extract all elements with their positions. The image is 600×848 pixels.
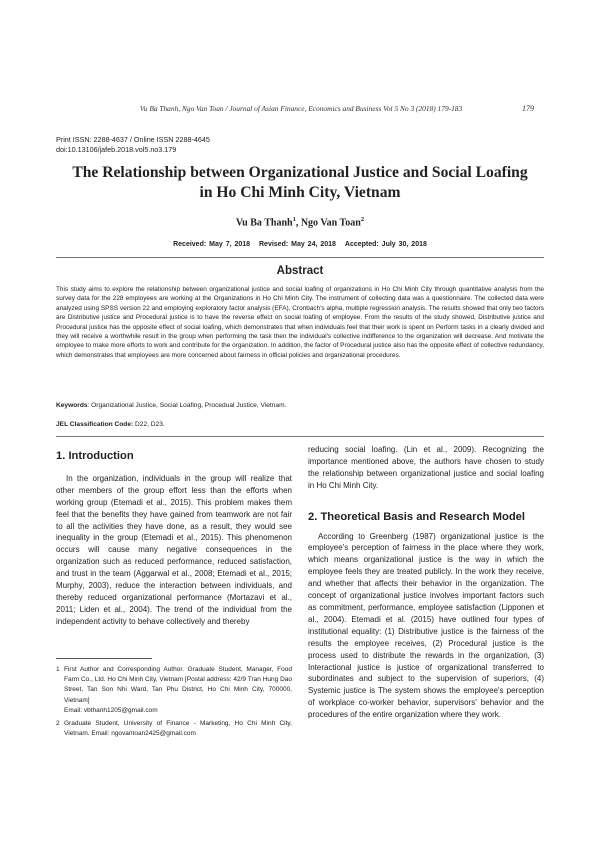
intro-continued-paragraph: reducing social loafing. (Lin et al., 2009). Recognizing the importance mentioned above, the authors have chosen to study the relationship between organizational justice and social loafing in Ho Chi Minh City.	[308, 445, 544, 490]
left-column	[56, 451, 292, 628]
revised-date: Revised: May 24, 2018	[259, 241, 336, 248]
abstract-body: This study aims to explore the relationship between organizational justice and social loafing of organizations in Ho Chi Minh City through quantitative analysis from the survey data for the 228 employees are working at the Organizations in Ho Chi Minh City. The instrument of collecting data was a questionnaire. The collected data were analyzed using SPSS version 22 and employing exploratory factor analysis (EFA), Cronbach's alpha, multiple regression analysis. The results showed that only two factors are Distributive justice and Procedural justice is to have the reverse effect on social loafing of employee. From the results of the study showed, Distributive justice and Procedural justice has the opposite effect of social loafing, which demonstrates that when individuals feel that their work is spent on Perform tasks in a clearly divided and they will receive a worthwhile result in the group when performing the task then the individual's collective indifference to the organization will decrease. And motivate the employee to make more efforts to work and contribute for the organization. In addition, the factor of Procedural justice also has the opposite effect of collective redundancy, which demonstrates that employees are more concerned about fairness in official policies and organizational procedures.	[56, 286, 544, 359]
footnote-2-text: Graduate Student, University of Finance - Marketing, Ho Chi Minh City, Vietnam. Email: ngovantoan2425@gmail.com	[64, 720, 292, 738]
doi-line[interactable]: doi:10.13106/jafeb.2018.vol5.no3.179	[56, 144, 177, 154]
abstract-top-rule	[56, 257, 544, 258]
page-number: 179	[522, 104, 534, 113]
footnote-1-number: 1	[56, 666, 60, 673]
section-heading-theoretical-basis: 2. Theoretical Basis and Research Model	[308, 510, 525, 523]
author-2: Ngo Van Toan	[300, 217, 361, 229]
footnote-2	[56, 719, 292, 739]
running-head: Vu Ba Thanh, Ngo Van Toan / Journal of Asian Finance, Economics and Business Vol 5 No 3 (2018) 179-183	[139, 104, 463, 113]
footnote-1-text: First Author and Corresponding Author. Graduate Student, Manager, Food Farm Co., Ltd. Ho Chi Minh City, Vietnam [Postal address: 42/9 Tran Hung Dao Street, Tan Son Nhi Ward, Tan Phu District, Ho Chi Minh City, 700000, Vietnam]	[64, 666, 292, 704]
author-1-footnote-mark[interactable]: 1	[292, 216, 296, 223]
section2-paragraph: According to Greenberg (1987) organizational justice is the employee's perception of fairness in the place where they work, which means organizational justice is the way in which the employee feels they are treated publicly. In the work they receive, and whether that affects their behavior in the organization. The concept of organizational justice involves important factors such as commitment, performance, employee satisfaction (Lipponen et al., 2004). Etemadi et al. (2015) have outlined four types of institutional equality: (1) Distributive justice is the fairness of the results the employee receives, (2) Procedural justice is the process used to distribute the rewards in the organization, (3) Interactional justice is justice of organizational transferred to subordinates and subject to the supervision of superiors, (4) Systemic justice is The system shows the employee's perception of workplace co-worker behavior, supervisors' behavior and the procedures of the entire organization where they work.	[308, 531, 544, 720]
footnotes	[56, 665, 292, 742]
jel-codes	[56, 421, 544, 428]
title-line-2: in Ho Chi Minh City, Vietnam	[199, 184, 401, 201]
abstract-heading: Abstract	[276, 265, 324, 277]
right-column	[308, 444, 544, 721]
author-1: Vu Ba Thanh	[235, 217, 293, 229]
keywords	[56, 402, 544, 409]
jel-text: D22, D23.	[133, 421, 165, 428]
author-separator: ,	[295, 217, 301, 229]
accepted-date: Accepted: July 30, 2018	[344, 241, 427, 248]
submission-dates	[40, 241, 560, 248]
footnote-1	[56, 665, 292, 716]
paper-title	[40, 163, 560, 203]
abstract-bottom-rule	[56, 436, 544, 437]
title-line-1: The Relationship between Organizational Justice and Social Loafing	[72, 164, 528, 181]
keywords-text: : Organizational Justice, Social Loafing, Procedual Justice, Vietnam.	[87, 402, 287, 409]
footnote-2-number: 2	[56, 720, 60, 728]
publication-info	[56, 135, 210, 154]
author-list	[40, 216, 560, 228]
received-date: Received: May 7, 2018	[173, 241, 251, 248]
intro-paragraph: In the organization, individuals in the group will realize that other members of the group effort less than the efforts when working group (Etemadi et al., 2015). This problem makes them feel that the benefits they have gained from teamwork are not fair to all the activities they have done, as a result, they would see inequality in the group (Etemadi et al., 2015). This phenomenon occurs will cause many negative consequences in the organization such as reduced performance, reduced satisfaction, and trust in the team (Aggarwal et al., 2008; Etemadi et al., 2015; Murphy, 2003), reduce the interaction between individuals, and thereby reduced organizational performance (Mortazavi et al., 2011; Liden et al., 2004). The trend of the individual from the independent activity to behave collectively and thereby	[56, 473, 292, 626]
issn-line: Print ISSN: 2288-4637 / Online ISSN 2288-4645	[56, 135, 210, 144]
author-2-footnote-mark[interactable]: 2	[360, 216, 365, 223]
jel-label: JEL Classification Code:	[56, 421, 134, 428]
footnote-rule	[56, 658, 152, 659]
footnote-1-email[interactable]: Email: vbthanh1205@gmail.com	[64, 706, 158, 714]
keywords-label: Keywords	[56, 402, 88, 409]
section-heading-introduction: 1. Introduction	[56, 450, 134, 462]
